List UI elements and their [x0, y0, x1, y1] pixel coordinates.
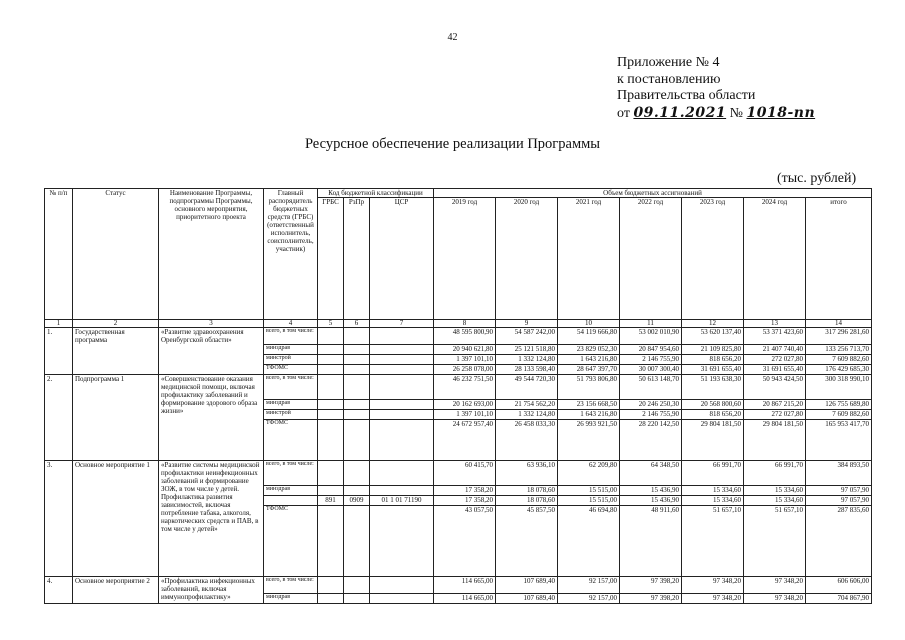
row-year-value: 31 691 655,40	[682, 365, 744, 375]
handwritten-number: 1018-пп	[746, 104, 816, 121]
row-number: 2.	[45, 375, 73, 461]
row-grbs: всего, в том числе:	[264, 328, 318, 345]
row-year-value: 18 078,60	[496, 496, 558, 506]
row-code-rz	[344, 375, 370, 400]
resource-table	[44, 188, 872, 604]
row-year-value: 50 613 148,70	[620, 375, 682, 400]
column-number: 7	[370, 320, 434, 328]
row-year-value: 54 587 242,00	[496, 328, 558, 345]
header-row-1	[45, 189, 872, 198]
header-rzpr: РзПр	[344, 198, 370, 320]
row-year-value: 45 857,50	[496, 506, 558, 577]
row-year-value: 54 119 666,80	[558, 328, 620, 345]
document-title: Ресурсное обеспечение реализации Программы	[304, 136, 601, 152]
table-row	[45, 328, 872, 345]
column-number: 9	[496, 320, 558, 328]
row-grbs	[264, 496, 318, 506]
row-code-rz	[344, 365, 370, 375]
handwritten-date: 09.11.2021	[633, 104, 727, 121]
row-year-value: 66 991,70	[682, 461, 744, 486]
row-status: Государственная программа	[73, 328, 159, 375]
row-year-value: 1 643 216,80	[558, 410, 620, 420]
column-number: 2	[73, 320, 159, 328]
row-code-g	[318, 375, 344, 400]
row-year-value: 2 146 755,90	[620, 410, 682, 420]
row-code-g	[318, 400, 344, 410]
column-number: 14	[806, 320, 872, 328]
units-label: (тыс. рублей)	[777, 171, 857, 186]
header-status: Статус	[73, 189, 159, 320]
row-year-value: 97 348,20	[744, 594, 806, 604]
row-code-rz	[344, 345, 370, 355]
row-year-value: 28 647 397,70	[558, 365, 620, 375]
row-grbs: минздрав	[264, 345, 318, 355]
header-y2022: 2022 год	[620, 198, 682, 320]
page-number: 42	[447, 32, 458, 43]
row-year-value: 818 656,20	[682, 410, 744, 420]
row-year-value: 92 157,00	[558, 594, 620, 604]
row-year-value: 51 193 638,30	[682, 375, 744, 400]
header-csr: ЦСР	[370, 198, 434, 320]
row-year-value: 53 002 010,90	[620, 328, 682, 345]
row-code-csr	[370, 461, 434, 486]
row-year-value: 1 643 216,80	[558, 355, 620, 365]
row-code-rz	[344, 420, 370, 461]
row-year-value: 1 332 124,80	[496, 410, 558, 420]
table-row	[45, 375, 872, 400]
row-code-csr	[370, 328, 434, 345]
row-year-value: 17 358,20	[434, 496, 496, 506]
row-code-rz	[344, 577, 370, 594]
row-year-value: 1 397 101,10	[434, 355, 496, 365]
row-year-value: 15 515,00	[558, 496, 620, 506]
row-code-csr	[370, 375, 434, 400]
row-grbs: минстрой	[264, 410, 318, 420]
row-year-value: 107 689,40	[496, 594, 558, 604]
row-code-g	[318, 365, 344, 375]
column-number: 12	[682, 320, 744, 328]
row-code-csr: 01 1 01 71190	[370, 496, 434, 506]
appendix-line-2: к постановлению	[617, 71, 721, 87]
appendix-line-1: Приложение № 4	[617, 55, 720, 70]
row-year-value: 15 436,90	[620, 496, 682, 506]
row-code-g	[318, 594, 344, 604]
table-row	[45, 577, 872, 594]
row-total-value: 133 256 713,70	[806, 345, 872, 355]
row-year-value: 26 458 033,30	[496, 420, 558, 461]
row-year-value: 20 246 250,30	[620, 400, 682, 410]
row-year-value: 25 121 518,80	[496, 345, 558, 355]
header-budget-code: Код бюджетной классификации	[318, 189, 434, 198]
row-year-value: 20 568 800,60	[682, 400, 744, 410]
row-code-rz	[344, 410, 370, 420]
row-number: 4.	[45, 577, 73, 604]
row-code-g	[318, 355, 344, 365]
row-code-g: 891	[318, 496, 344, 506]
row-name: «Развитие здравоохранения Оренбургской области»	[159, 328, 264, 375]
row-year-value: 31 691 655,40	[744, 365, 806, 375]
column-number: 6	[344, 320, 370, 328]
header-y2020: 2020 год	[496, 198, 558, 320]
row-year-value: 114 665,00	[434, 594, 496, 604]
row-name: «Профилактика инфекционных заболеваний, включая иммунопрофилактику»	[159, 577, 264, 604]
row-code-rz	[344, 328, 370, 345]
row-year-value: 15 334,60	[682, 496, 744, 506]
row-code-csr	[370, 420, 434, 461]
appendix-prefix: от	[617, 105, 630, 121]
column-number: 11	[620, 320, 682, 328]
row-code-g	[318, 345, 344, 355]
row-code-rz	[344, 461, 370, 486]
row-total-value: 176 429 685,30	[806, 365, 872, 375]
row-year-value: 46 232 751,50	[434, 375, 496, 400]
column-number: 1	[45, 320, 73, 328]
row-code-g	[318, 577, 344, 594]
row-year-value: 97 398,20	[620, 577, 682, 594]
row-code-g	[318, 461, 344, 486]
row-code-csr	[370, 594, 434, 604]
row-total-value: 300 318 990,10	[806, 375, 872, 400]
row-year-value: 20 847 954,60	[620, 345, 682, 355]
row-name: «Развитие системы медицинской профилактики неинфекционных заболеваний и формирование ЗОЖ, в том числе у детей. Профилактика развития зависимостей, включая потребление табака, алкоголя, наркотических средств и ПАВ, в том числе у детей»	[159, 461, 264, 577]
row-grbs: всего, в том числе:	[264, 461, 318, 486]
row-code-g	[318, 486, 344, 496]
row-year-value: 21 754 562,20	[496, 400, 558, 410]
row-code-rz	[344, 355, 370, 365]
row-number: 3.	[45, 461, 73, 577]
row-year-value: 29 804 181,50	[682, 420, 744, 461]
row-year-value: 20 867 215,20	[744, 400, 806, 410]
row-year-value: 20 940 621,80	[434, 345, 496, 355]
row-grbs: ТФОМС	[264, 506, 318, 577]
row-year-value: 15 334,60	[744, 496, 806, 506]
row-grbs: минздрав	[264, 486, 318, 496]
row-total-value: 384 893,50	[806, 461, 872, 486]
row-grbs: минстрой	[264, 355, 318, 365]
row-year-value: 20 162 693,00	[434, 400, 496, 410]
row-total-value: 7 609 882,60	[806, 410, 872, 420]
row-grbs: минздрав	[264, 400, 318, 410]
row-total-value: 165 953 417,70	[806, 420, 872, 461]
header-y2024: 2024 год	[744, 198, 806, 320]
column-number: 4	[264, 320, 318, 328]
row-year-value: 60 415,70	[434, 461, 496, 486]
appendix-block	[617, 55, 815, 122]
row-code-g	[318, 410, 344, 420]
row-year-value: 28 133 598,40	[496, 365, 558, 375]
header-name: Наименование Программы, подпрограммы Программы, основного мероприятия, приоритетного проекта	[159, 189, 264, 320]
row-year-value: 26 993 921,50	[558, 420, 620, 461]
row-grbs: всего, в том числе:	[264, 375, 318, 400]
row-grbs: ТФОМС	[264, 365, 318, 375]
row-year-value: 15 334,60	[682, 486, 744, 496]
row-year-value: 53 620 137,40	[682, 328, 744, 345]
row-year-value: 29 804 181,50	[744, 420, 806, 461]
row-grbs: всего, в том числе:	[264, 577, 318, 594]
row-year-value: 18 078,60	[496, 486, 558, 496]
column-number: 5	[318, 320, 344, 328]
row-code-csr	[370, 400, 434, 410]
row-year-value: 53 371 423,60	[744, 328, 806, 345]
row-status: Основное мероприятие 2	[73, 577, 159, 604]
row-year-value: 97 398,20	[620, 594, 682, 604]
row-code-rz	[344, 486, 370, 496]
header-grbs-main: Главный распорядитель бюджетных средств (ГРБС) (ответственный исполнитель, соисполнитель, участник)	[264, 189, 318, 320]
row-status: Подпрограмма 1	[73, 375, 159, 461]
header-total: итого	[806, 198, 872, 320]
row-total-value: 7 609 882,60	[806, 355, 872, 365]
column-number: 13	[744, 320, 806, 328]
row-total-value: 126 755 689,80	[806, 400, 872, 410]
row-code-rz	[344, 400, 370, 410]
table-row	[45, 461, 872, 486]
row-code-g	[318, 420, 344, 461]
row-year-value: 107 689,40	[496, 577, 558, 594]
row-year-value: 50 943 424,50	[744, 375, 806, 400]
row-year-value: 64 348,50	[620, 461, 682, 486]
row-code-rz	[344, 506, 370, 577]
row-total-value: 317 296 281,60	[806, 328, 872, 345]
row-year-value: 272 027,80	[744, 355, 806, 365]
row-year-value: 1 397 101,10	[434, 410, 496, 420]
row-year-value: 48 595 800,90	[434, 328, 496, 345]
row-year-value: 51 793 806,80	[558, 375, 620, 400]
row-year-value: 28 220 142,50	[620, 420, 682, 461]
row-year-value: 51 657,10	[682, 506, 744, 577]
column-number-row	[45, 320, 872, 328]
header-y2019: 2019 год	[434, 198, 496, 320]
header-y2021: 2021 год	[558, 198, 620, 320]
row-total-value: 97 057,90	[806, 486, 872, 496]
row-total-value: 606 606,00	[806, 577, 872, 594]
row-grbs: ТФОМС	[264, 420, 318, 461]
row-code-csr	[370, 345, 434, 355]
row-name: «Совершенствование оказания медицинской помощи, включая профилактику заболеваний и формирование здорового образа жизни»	[159, 375, 264, 461]
row-year-value: 97 348,20	[682, 577, 744, 594]
row-year-value: 92 157,00	[558, 577, 620, 594]
row-code-g	[318, 506, 344, 577]
row-code-rz	[344, 594, 370, 604]
row-year-value: 2 146 755,90	[620, 355, 682, 365]
row-year-value: 23 156 668,50	[558, 400, 620, 410]
row-code-csr	[370, 365, 434, 375]
header-volume: Объем бюджетных ассигнований	[434, 189, 872, 198]
row-year-value: 43 057,50	[434, 506, 496, 577]
appendix-line-4	[617, 105, 815, 123]
row-year-value: 17 358,20	[434, 486, 496, 496]
row-year-value: 51 657,10	[744, 506, 806, 577]
row-grbs: минздрав	[264, 594, 318, 604]
row-year-value: 23 829 052,30	[558, 345, 620, 355]
row-year-value: 66 991,70	[744, 461, 806, 486]
row-total-value: 287 835,60	[806, 506, 872, 577]
header-grbs: ГРБС	[318, 198, 344, 320]
row-status: Основное мероприятие 1	[73, 461, 159, 577]
row-year-value: 21 407 740,40	[744, 345, 806, 355]
header-no: № п/п	[45, 189, 73, 320]
row-total-value: 97 057,90	[806, 496, 872, 506]
row-code-csr	[370, 486, 434, 496]
appendix-line-3: Правительства области	[617, 88, 756, 103]
row-code-csr	[370, 577, 434, 594]
column-number: 10	[558, 320, 620, 328]
row-code-g	[318, 328, 344, 345]
column-number: 3	[159, 320, 264, 328]
row-year-value: 46 694,80	[558, 506, 620, 577]
row-number: 1.	[45, 328, 73, 375]
row-year-value: 63 936,10	[496, 461, 558, 486]
row-year-value: 114 665,00	[434, 577, 496, 594]
row-code-csr	[370, 355, 434, 365]
row-year-value: 49 544 720,30	[496, 375, 558, 400]
row-year-value: 21 109 825,80	[682, 345, 744, 355]
row-year-value: 24 672 957,40	[434, 420, 496, 461]
row-code-rz: 0909	[344, 496, 370, 506]
row-code-csr	[370, 410, 434, 420]
row-year-value: 97 348,20	[744, 577, 806, 594]
row-total-value: 704 867,90	[806, 594, 872, 604]
row-year-value: 30 007 300,40	[620, 365, 682, 375]
row-year-value: 15 515,00	[558, 486, 620, 496]
column-number: 8	[434, 320, 496, 328]
row-year-value: 818 656,20	[682, 355, 744, 365]
header-y2023: 2023 год	[682, 198, 744, 320]
row-year-value: 15 334,60	[744, 486, 806, 496]
row-code-csr	[370, 506, 434, 577]
row-year-value: 48 911,60	[620, 506, 682, 577]
row-year-value: 62 209,80	[558, 461, 620, 486]
row-year-value: 15 436,90	[620, 486, 682, 496]
row-year-value: 97 348,20	[682, 594, 744, 604]
row-year-value: 272 027,80	[744, 410, 806, 420]
number-sign: №	[729, 105, 743, 121]
row-year-value: 26 258 078,00	[434, 365, 496, 375]
row-year-value: 1 332 124,80	[496, 355, 558, 365]
